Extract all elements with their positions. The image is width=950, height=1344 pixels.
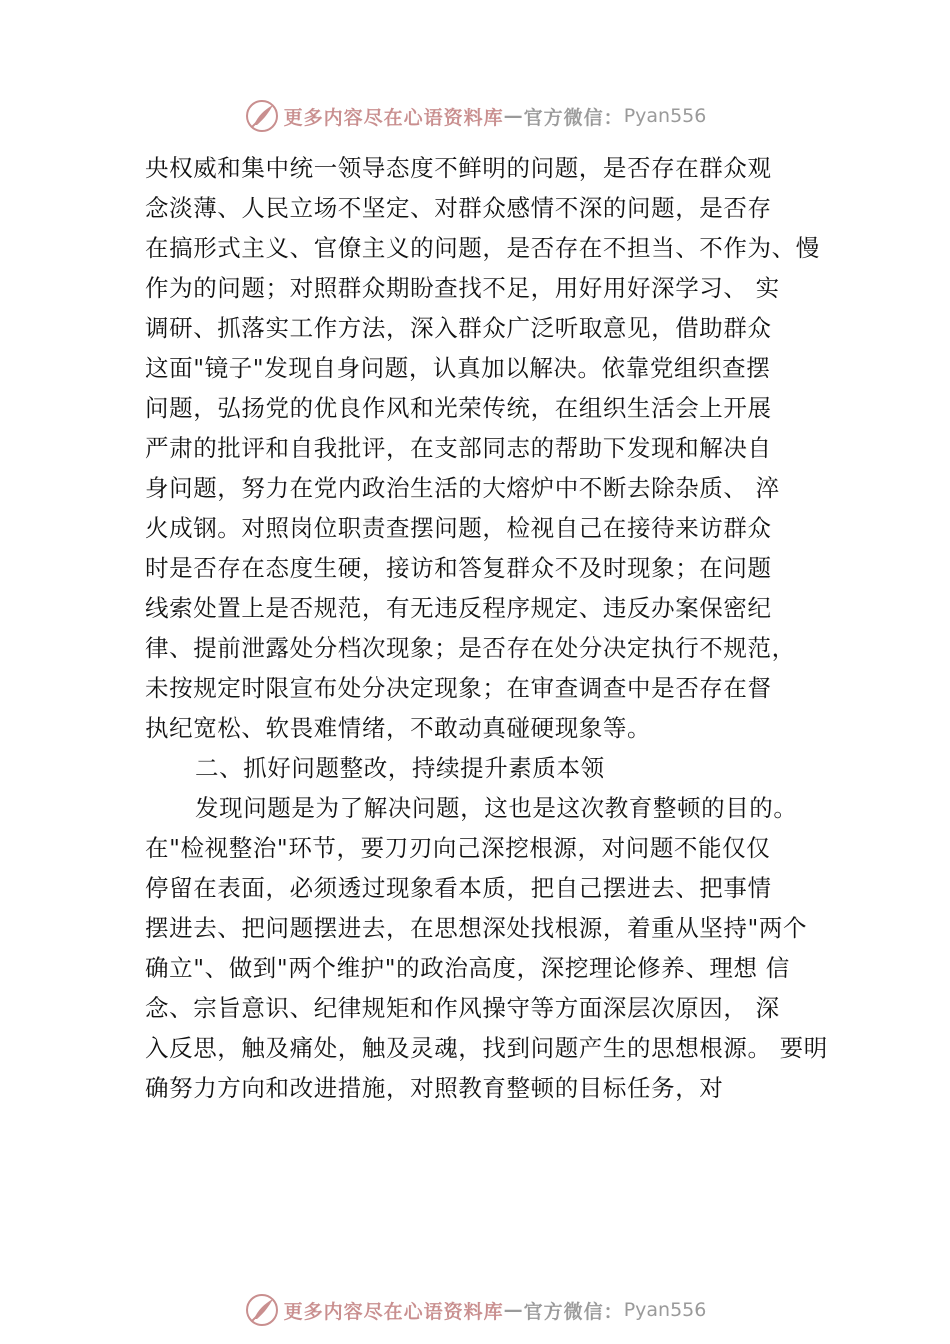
header-separator: —: [503, 105, 524, 127]
body-line: 调研、抓落实工作方法，深入群众广泛听取意见，借助群众: [145, 314, 772, 342]
section-heading: 二、抓好问题整改，持续提升素质本领: [195, 754, 605, 782]
body-line: 念、宗旨意识、纪律规矩和作风操守等方面深层次原因， 深: [145, 994, 780, 1022]
footer-contact-id: Pyan556: [623, 1299, 707, 1321]
header-contact-label: 官方微信：: [523, 106, 624, 129]
body-line: 在搞形式主义、官僚主义的问题，是否存在不担当、不作为、慢: [145, 234, 820, 262]
body-line: 确立"、做到"两个维护"的政治高度，深挖理论修养、理想 信: [145, 954, 790, 982]
footer-brand-text: 更多内容尽在心语资料库: [283, 1300, 504, 1323]
body-line: 线索处置上是否规范，有无违反程序规定、违反办案保密纪: [145, 594, 772, 622]
body-line: 问题，弘扬党的优良作风和光荣传统，在组织生活会上开展: [145, 394, 772, 422]
body-line: 火成钢。对照岗位职责查摆问题，检视自己在接待来访群众: [145, 514, 772, 542]
body-line: 严肃的批评和自我批评，在支部同志的帮助下发现和解决自: [145, 434, 772, 462]
body-line: 作为的问题；对照群众期盼查找不足，用好用好深学习、 实: [145, 274, 780, 302]
body-line: 念淡薄、人民立场不坚定、对群众感情不深的问题，是否存: [145, 194, 772, 222]
footer-contact-label: 官方微信：: [523, 1300, 624, 1323]
body-line: 摆进去、把问题摆进去，在思想深处找根源，着重从坚持"两个: [145, 914, 808, 942]
body-line: 身问题，努力在党内政治生活的大熔炉中不断去除杂质、 淬: [145, 474, 780, 502]
body-line: 确努力方向和改进措施，对照教育整顿的目标任务，对: [145, 1074, 724, 1102]
quill-pen-logo-icon: [244, 98, 280, 134]
document-body: [145, 148, 835, 1108]
body-line: 未按规定时限宣布处分决定现象；在审查调查中是否存在督: [145, 674, 772, 702]
header-contact-id: Pyan556: [623, 105, 707, 127]
body-line: 央权威和集中统一领导态度不鲜明的问题，是否存在群众观: [145, 154, 772, 182]
body-line: 发现问题是为了解决问题，这也是这次教育整顿的目的。: [195, 794, 798, 822]
body-line: 入反思，触及痛处，触及灵魂，找到问题产生的思想根源。 要明: [145, 1034, 828, 1062]
body-line: 停留在表面，必须透过现象看本质，把自己摆进去、把事情: [145, 874, 772, 902]
body-line: 这面"镜子"发现自身问题，认真加以解决。依靠党组织查摆: [145, 354, 771, 382]
header-brand-text: 更多内容尽在心语资料库: [283, 106, 504, 129]
body-line: 执纪宽松、软畏难情绪，不敢动真碰硬现象等。: [145, 714, 652, 742]
header-watermark: [0, 96, 950, 136]
footer-watermark: [0, 1290, 950, 1330]
body-line: 律、提前泄露处分档次现象；是否存在处分决定执行不规范，: [145, 634, 796, 662]
body-line: 在"检视整治"环节，要刀刃向己深挖根源，对问题不能仅仅: [145, 834, 771, 862]
quill-pen-logo-icon: [244, 1292, 280, 1328]
footer-separator: —: [503, 1299, 524, 1321]
body-line: 时是否存在态度生硬，接访和答复群众不及时现象；在问题: [145, 554, 772, 582]
